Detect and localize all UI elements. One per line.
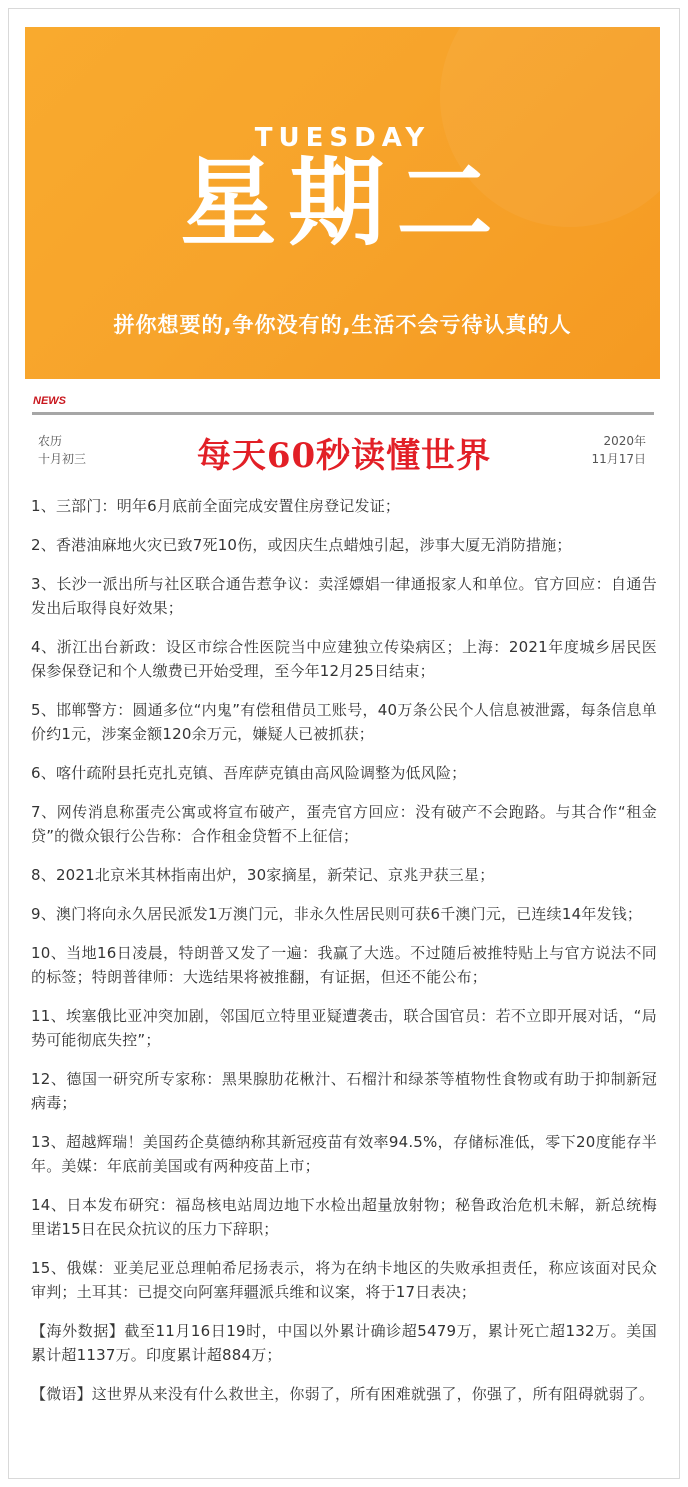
date-block <box>591 432 646 468</box>
weekday-banner <box>25 27 660 379</box>
banner-day-cn: 星期二 <box>180 146 505 259</box>
news-item: 13、超越辉瑞！美国药企莫德纳称其新冠疫苗有效率94.5%，存储标准低，零下20度能存半年。美媒：年底前美国或有两种疫苗上市； <box>31 1133 657 1175</box>
header-divider <box>32 412 654 415</box>
news-tag: NEWS <box>33 395 66 407</box>
news-item: 14、日本发布研究：福岛核电站周边地下水检出超量放射物；秘鲁政治危机未解，新总统梅里诺15日在民众抗议的压力下辞职； <box>31 1196 657 1238</box>
news-item: 2、香港油麻地火灾已致7死10伤，或因庆生点蜡烛引起，涉事大厦无消防措施； <box>31 536 572 554</box>
lunar-date: 十月初三 <box>38 452 87 466</box>
banner-slogan: 拼你想要的,争你没有的,生活不会亏待认真的人 <box>113 313 572 337</box>
news-item: 1、三部门：明年6月底前全面完成安置住房登记发证； <box>31 497 401 515</box>
news-item: 6、喀什疏附县托克扎克镇、吾库萨克镇由高风险调整为低风险； <box>31 764 467 782</box>
news-item: 8、2021北京米其林指南出炉，30家摘星，新荣记、京兆尹获三星； <box>31 866 495 884</box>
banner-day-en: TUESDAY <box>254 123 431 153</box>
news-item: 15、俄媒：亚美尼亚总理帕希尼扬表示，将为在纳卡地区的失败承担责任，称应该面对民众审判；土耳其：已提交向阿塞拜疆派兵维和议案，将于17日表决； <box>31 1259 657 1301</box>
lunar-label: 农历 <box>38 434 63 448</box>
news-item: 11、埃塞俄比亚冲突加剧，邻国厄立特里亚疑遭袭击，联合国官员：若不立即开展对话，“局势可能彻底失控”； <box>31 1007 657 1049</box>
news-list <box>31 494 657 1421</box>
news-item: 9、澳门将向永久居民派发1万澳门元，非永久性居民则可获6千澳门元，已连续14年发钱； <box>31 905 643 923</box>
page-title: 每天60秒读懂世界 <box>196 436 492 476</box>
news-item: 10、当地16日凌晨，特朗普又发了一遍：我赢了大选。不过随后被推特贴上与官方说法不同的标签；特朗普律师：大选结果将被推翻，有证据，但还不能公布； <box>31 944 657 986</box>
news-item: 7、网传消息称蛋壳公寓或将宣布破产，蛋壳官方回应：没有破产不会跑路。与其合作“租金贷”的微众银行公告称：合作租金贷暂不上征信； <box>31 803 657 845</box>
news-item: 12、德国一研究所专家称：黑果腺肋花楸汁、石榴汁和绿茶等植物性食物或有助于抑制新冠病毒； <box>31 1070 657 1112</box>
news-item: 3、长沙一派出所与社区联合通告惹争议：卖淫嫖娼一律通报家人和单位。官方回应：自通告发出后取得良好效果； <box>31 575 657 617</box>
news-item: 5、邯郸警方：圆通多位“内鬼”有偿租借员工账号，40万条公民个人信息被泄露，每条信息单价约1元，涉案金额120余万元，嫌疑人已被抓获； <box>31 701 657 743</box>
overseas-data-item: 【海外数据】截至11月16日19时，中国以外累计确诊超5479万，累计死亡超132万。美国累计超1137万。印度累计超884万； <box>31 1322 657 1364</box>
date-year: 2020年 <box>603 434 646 448</box>
news-item: 4、浙江出台新政：设区市综合性医院当中应建独立传染病区；上海：2021年度城乡居民医保参保登记和个人缴费已开始受理，至今年12月25日结束； <box>31 638 657 680</box>
quote-item: 【微语】这世界从来没有什么救世主，你弱了，所有困难就强了，你强了，所有阻碍就弱了。 <box>31 1385 655 1403</box>
date-month-day: 11月17日 <box>591 452 646 466</box>
